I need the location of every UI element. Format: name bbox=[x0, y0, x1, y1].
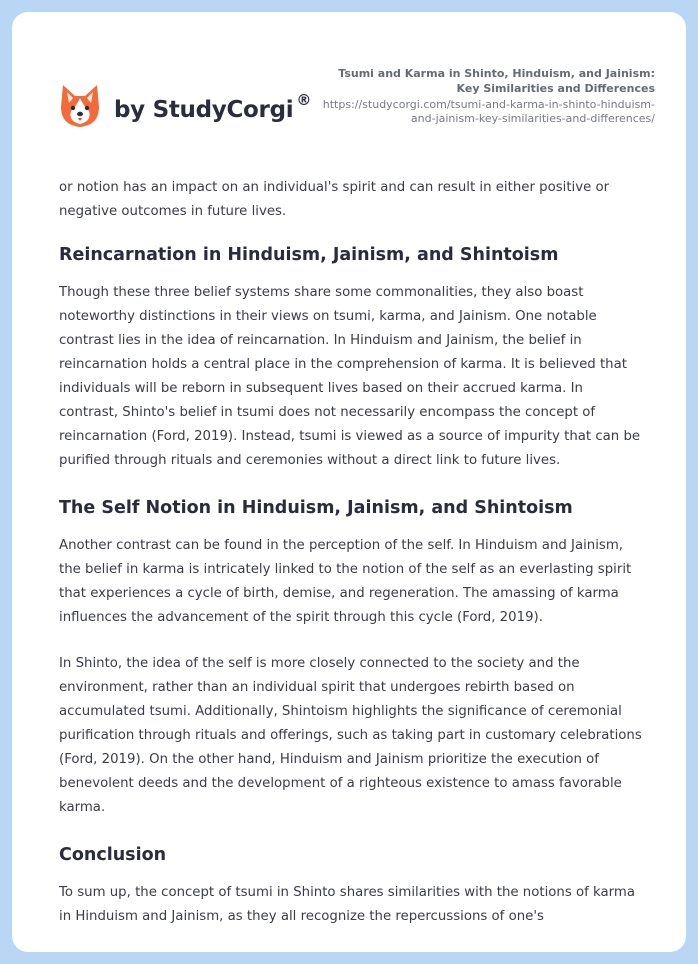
paragraph-self-notion-2: In Shinto, the idea of the self is more closely connected to the society and the environment, rather than an individual spirit that undergoes rebirth based on accumulated tsumi. Additionally, Shintoism highlights the significance of ceremonial purification through rituals and offerings, such as taking part in customary celebrations (Ford, 2019). On the other hand, Hinduism and Jainism prioritize the execution of benevolent deeds and the development of a righteous existence to amass favorable karma. bbox=[59, 656, 642, 815]
paragraph-conclusion: To sum up, the concept of tsumi in Shinto shares similarities with the notions of karma in Hinduism and Jainism, as they all recognize the repercussions of one's bbox=[59, 885, 635, 924]
section-heading-conclusion: Conclusion bbox=[59, 845, 167, 865]
studycorgi-logo[interactable] bbox=[60, 76, 311, 136]
brand-name: by StudyCorgi ® bbox=[114, 91, 312, 123]
document-header-meta bbox=[315, 66, 655, 126]
section-heading-self-notion: The Self Notion in Hinduism, Jainism, and Shintoism bbox=[59, 498, 573, 518]
registered-mark: ® bbox=[296, 91, 312, 109]
intro-paragraph: or notion has an impact on an individual's spirit and can result in either positive or negative outcomes in future lives. bbox=[59, 180, 610, 219]
paragraph-self-notion-1: Another contrast can be found in the perception of the self. In Hinduism and Jainism, the belief in karma is intricately linked to the notion of the self as an everlasting spirit that experiences a cycle of birth, demise, and regeneration. The amassing of karma influences the advancement of the spirit through this cycle (Ford, 2019). bbox=[59, 538, 632, 625]
corgi-logo-icon bbox=[60, 83, 100, 129]
paragraph-reincarnation: Though these three belief systems share some commonalities, they also boast noteworthy distinctions in their views on tsumi, karma, and Jainism. One notable contrast lies in the idea of reincarnation. In Hinduism and Jainism, the belief in reincarnation holds a central place in the comprehension of karma. It is believed that individuals will be reborn in subsequent lives based on their accrued karma. In contrast, Shinto's belief in tsumi does not necessarily encompass the concept of reincarnation (Ford, 2019). Instead, tsumi is viewed as a source of impurity that can be purified through rituals and ceremonies without a direct link to future lives. bbox=[59, 285, 641, 468]
article-content bbox=[59, 176, 644, 951]
document-title: Tsumi and Karma in Shinto, Hinduism, and Jainism: Key Similarities and Differences bbox=[338, 67, 655, 95]
document-url[interactable]: https://studycorgi.com/tsumi-and-karma-in-shinto-hinduism-and-jainism-key-similarities-and-differences/ bbox=[322, 98, 655, 125]
document-page bbox=[12, 12, 686, 952]
section-heading-reincarnation: Reincarnation in Hinduism, Jainism, and Shintoism bbox=[59, 245, 559, 265]
